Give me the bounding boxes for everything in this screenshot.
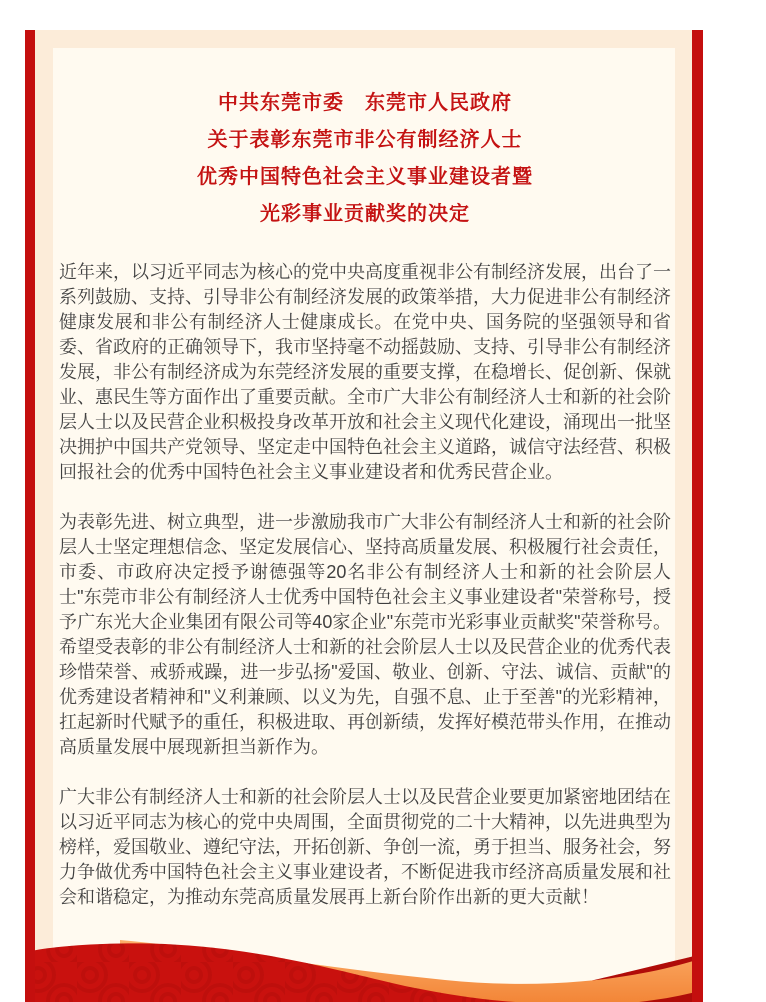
title-line-3: 优秀中国特色社会主义事业建设者暨 (197, 166, 533, 188)
announcement-body (59, 260, 671, 910)
title-line-4: 光彩事业贡献奖的决定 (260, 203, 470, 225)
title-line-2: 关于表彰东莞市非公有制经济人士 (207, 129, 523, 151)
body-paragraph-1: 近年来，以习近平同志为核心的党中央高度重视非公有制经济发展，出台了一系列鼓励、支持、引导非公有制经济发展的政策举措，大力促进非公有制经济健康发展和非公有制经济人士健康成长。在党中央、国务院的坚强领导和省委、省政府的正确领导下，我市坚持毫不动摇鼓励、支持、引导非公有制经济发展，非公有制经济成为东莞经济发展的重要支撑，在稳增长、促创新、保就业、惠民生等方面作出了重要贡献。全市广大非公有制经济人士和新的社会阶层人士以及民营企业积极投身改革开放和社会主义现代化建设，涌现出一批坚决拥护中国共产党领导、坚定走中国特色社会主义道路，诚信守法经营、积极回报社会的优秀中国特色社会主义事业建设者和优秀民营企业。 (59, 262, 671, 482)
announcement-card (53, 48, 675, 1002)
announcement-content (53, 48, 675, 910)
title-line-1: 中共东莞市委 东莞市人民政府 (218, 92, 512, 114)
body-paragraph-3: 广大非公有制经济人士和新的社会阶层人士以及民营企业要更加紧密地团结在以习近平同志为核心的党中央周围，全面贯彻党的二十大精神，以先进典型为榜样，爱国敬业、遵纪守法，开拓创新、争创一流，勇于担当、服务社会，努力争做优秀中国特色社会主义事业建设者，不断促进我市经济高质量发展和社会和谐稳定，为推动东莞高质量发展再上新台阶作出新的更大贡献！ (59, 787, 671, 907)
announcement-poster (25, 30, 703, 1002)
bottom-wave-decoration (25, 910, 703, 1002)
announcement-title (59, 85, 671, 233)
body-paragraph-2: 为表彰先进、树立典型，进一步激励我市广大非公有制经济人士和新的社会阶层人士坚定理想信念、坚定发展信心、坚持高质量发展、积极履行社会责任，市委、市政府决定授予谢德强等20名非公有制经济人士和新的社会阶层人士"东莞市非公有制经济人士优秀中国特色社会主义事业建设者"荣誉称号，授予广东光大企业集团有限公司等40家企业"东莞市光彩事业贡献奖"荣誉称号。希望受表彰的非公有制经济人士和新的社会阶层人士以及民营企业的优秀代表珍惜荣誉、戒骄戒躁，进一步弘扬"爱国、敬业、创新、守法、诚信、贡献"的优秀建设者精神和"义利兼顾、以义为先，自强不息、止于至善"的光彩精神，扛起新时代赋予的重任，积极进取、再创新绩，发挥好模范带头作用，在推动高质量发展中展现新担当新作为。 (59, 512, 671, 757)
